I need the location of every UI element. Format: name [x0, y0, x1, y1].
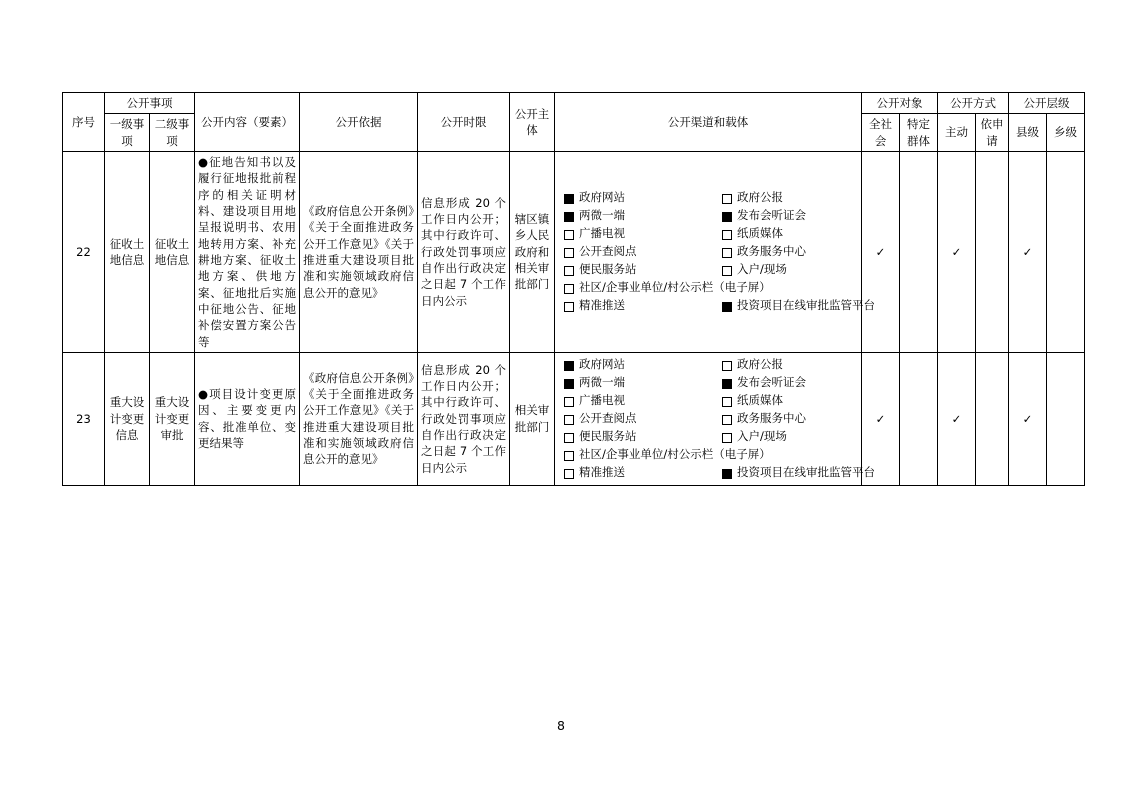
header-level: 公开层级 — [1009, 93, 1085, 114]
checkbox-filled-icon[interactable] — [564, 212, 574, 222]
channel-label: 便民服务站 — [579, 262, 637, 277]
channel-item[interactable] — [564, 298, 722, 314]
channel-label: 广播电视 — [579, 392, 625, 407]
channel-item[interactable] — [564, 447, 875, 463]
table-body — [63, 151, 1085, 485]
channel-item[interactable] — [564, 226, 722, 242]
cell-level-town — [1047, 352, 1085, 485]
checkbox-empty-icon[interactable] — [722, 397, 732, 407]
channel-label: 投资项目在线审批监管平台 — [737, 298, 875, 313]
channel-item[interactable] — [564, 190, 722, 206]
checkbox-filled-icon[interactable] — [564, 361, 574, 371]
cell-channels — [555, 151, 875, 352]
channel-item[interactable] — [722, 190, 875, 206]
cell-audience-special — [900, 352, 938, 485]
header-method: 公开方式 — [938, 93, 1009, 114]
channel-label: 两微一端 — [579, 374, 625, 389]
channel-label: 政府网站 — [579, 356, 625, 371]
cell-audience-all: ✓ — [862, 151, 900, 352]
table-row — [63, 352, 1085, 485]
channel-label: 发布会听证会 — [737, 208, 806, 223]
channel-item[interactable] — [564, 357, 722, 373]
header-level2: 二级事项 — [150, 114, 195, 152]
cell-basis: 《政府信息公开条例》《关于全面推进政务公开工作意见》《关于推进重大建设项目批准和实施领域政府信息公开的意见》 — [300, 151, 418, 352]
checkbox-filled-icon[interactable] — [564, 379, 574, 389]
channel-list — [558, 355, 875, 483]
cell-seq: 23 — [63, 352, 105, 485]
checkbox-filled-icon[interactable] — [722, 469, 732, 479]
header-level-county: 县级 — [1009, 114, 1047, 152]
header-audience-all: 全社会 — [862, 114, 900, 152]
header-audience-special: 特定群体 — [900, 114, 938, 152]
checkbox-empty-icon[interactable] — [722, 194, 732, 204]
cell-audience-all: ✓ — [862, 352, 900, 485]
checkbox-empty-icon[interactable] — [564, 469, 574, 479]
cell-basis: 《政府信息公开条例》《关于全面推进政务公开工作意见》《关于推进重大建设项目批准和实施领域政府信息公开的意见》 — [300, 352, 418, 485]
checkbox-empty-icon[interactable] — [564, 248, 574, 258]
checkbox-empty-icon[interactable] — [564, 451, 574, 461]
channel-list — [558, 188, 875, 316]
channel-item[interactable] — [564, 262, 722, 278]
header-channel: 公开渠道和载体 — [555, 93, 862, 152]
channel-item[interactable] — [564, 375, 722, 391]
channel-label: 纸质媒体 — [737, 226, 783, 241]
disclosure-matrix-table — [62, 92, 1085, 486]
channel-item[interactable] — [564, 208, 722, 224]
checkbox-filled-icon[interactable] — [564, 194, 574, 204]
checkbox-filled-icon[interactable] — [722, 302, 732, 312]
checkbox-empty-icon[interactable] — [722, 248, 732, 258]
channel-item[interactable] — [722, 393, 875, 409]
checkbox-empty-icon[interactable] — [564, 266, 574, 276]
cell-level2: 重大设计变更审批 — [150, 352, 195, 485]
checkbox-empty-icon[interactable] — [722, 230, 732, 240]
channel-label: 便民服务站 — [579, 428, 637, 443]
checkbox-empty-icon[interactable] — [564, 302, 574, 312]
channel-item[interactable] — [564, 280, 875, 296]
channel-item[interactable] — [722, 375, 875, 391]
cell-level-town — [1047, 151, 1085, 352]
header-content: 公开内容（要素） — [195, 93, 300, 152]
channel-item[interactable] — [722, 226, 875, 242]
checkbox-empty-icon[interactable] — [722, 266, 732, 276]
checkbox-empty-icon[interactable] — [564, 284, 574, 294]
checkbox-empty-icon[interactable] — [564, 397, 574, 407]
channel-item[interactable] — [722, 357, 875, 373]
channel-label: 精准推送 — [579, 298, 625, 313]
channel-label: 纸质媒体 — [737, 392, 783, 407]
channel-label: 发布会听证会 — [737, 374, 806, 389]
cell-method-active: ✓ — [938, 151, 976, 352]
checkbox-filled-icon[interactable] — [722, 379, 732, 389]
cell-method-request — [976, 352, 1009, 485]
header-row-top — [63, 93, 1085, 114]
channel-item[interactable] — [564, 411, 722, 427]
checkbox-empty-icon[interactable] — [564, 415, 574, 425]
channel-label: 社区/企事业单位/村公示栏（电子屏） — [579, 280, 771, 295]
checkbox-filled-icon[interactable] — [722, 212, 732, 222]
channel-label: 社区/企事业单位/村公示栏（电子屏） — [579, 447, 771, 461]
cell-channels — [555, 352, 875, 485]
channel-label: 精准推送 — [579, 465, 625, 480]
channel-item[interactable] — [564, 393, 722, 409]
header-seq: 序号 — [63, 93, 105, 152]
cell-level2: 征收土地信息 — [150, 151, 195, 352]
header-method-active: 主动 — [938, 114, 976, 152]
cell-time-limit: 信息形成 20 个工作日内公开；其中行政许可、行政处罚事项应自作出行政决定之日起 7 个工作日内公示 — [418, 352, 510, 485]
header-method-request: 依申请 — [976, 114, 1009, 152]
cell-audience-special — [900, 151, 938, 352]
cell-method-active: ✓ — [938, 352, 976, 485]
channel-label: 投资项目在线审批监管平台 — [737, 465, 875, 480]
checkbox-empty-icon[interactable] — [564, 230, 574, 240]
cell-subject: 辖区镇乡人民政府和相关审批部门 — [510, 151, 555, 352]
channel-label: 广播电视 — [579, 226, 625, 241]
cell-content: ●项目设计变更原因、主要变更内容、批准单位、变更结果等 — [195, 352, 300, 485]
channel-label: 政府公报 — [737, 190, 783, 205]
cell-time-limit: 信息形成 20 个工作日内公开；其中行政许可、行政处罚事项应自作出行政决定之日起 7 个工作日内公示 — [418, 151, 510, 352]
channel-label: 公开查阅点 — [579, 244, 637, 259]
header-public-matter: 公开事项 — [105, 93, 195, 114]
cell-subject: 相关审批部门 — [510, 352, 555, 485]
cell-level1: 重大设计变更信息 — [105, 352, 150, 485]
header-level-town: 乡级 — [1047, 114, 1085, 152]
cell-seq: 22 — [63, 151, 105, 352]
channel-item[interactable] — [722, 208, 875, 224]
checkbox-empty-icon[interactable] — [722, 415, 732, 425]
channel-label: 政府公报 — [737, 356, 783, 371]
channel-item[interactable] — [722, 244, 875, 260]
channel-item[interactable] — [564, 465, 722, 481]
channel-label: 政务服务中心 — [737, 244, 806, 259]
header-basis: 公开依据 — [300, 93, 418, 152]
channel-label: 入户/现场 — [737, 428, 787, 443]
channel-item[interactable] — [564, 244, 722, 260]
page-number: 8 — [557, 718, 565, 733]
cell-level1: 征收土地信息 — [105, 151, 150, 352]
header-subject: 公开主体 — [510, 93, 555, 152]
channel-label: 政务服务中心 — [737, 410, 806, 425]
channel-item[interactable] — [564, 429, 722, 445]
channel-label: 两微一端 — [579, 208, 625, 223]
channel-label: 政府网站 — [579, 190, 625, 205]
checkbox-empty-icon[interactable] — [564, 433, 574, 443]
channel-item[interactable] — [722, 262, 875, 278]
channel-item[interactable] — [722, 298, 875, 314]
cell-level-county: ✓ — [1009, 352, 1047, 485]
channel-item[interactable] — [722, 429, 875, 445]
channel-item[interactable] — [722, 411, 875, 427]
checkbox-empty-icon[interactable] — [722, 433, 732, 443]
header-level1: 一级事项 — [105, 114, 150, 152]
channel-label: 入户/现场 — [737, 262, 787, 277]
cell-content: ●征地告知书以及履行征地报批前程序的相关证明材料、建设项目用地呈报说明书、农用地转用方案、补充耕地方案、征收土地方案、供地方案、征地批后实施中征地公告、征地补偿安置方案公告等 — [195, 151, 300, 352]
header-time-limit: 公开时限 — [418, 93, 510, 152]
channel-label: 公开查阅点 — [579, 410, 637, 425]
cell-level-county: ✓ — [1009, 151, 1047, 352]
header-audience: 公开对象 — [862, 93, 938, 114]
table-header — [63, 93, 1085, 152]
table-row — [63, 151, 1085, 352]
channel-item[interactable] — [722, 465, 875, 481]
cell-method-request — [976, 151, 1009, 352]
checkbox-empty-icon[interactable] — [722, 361, 732, 371]
